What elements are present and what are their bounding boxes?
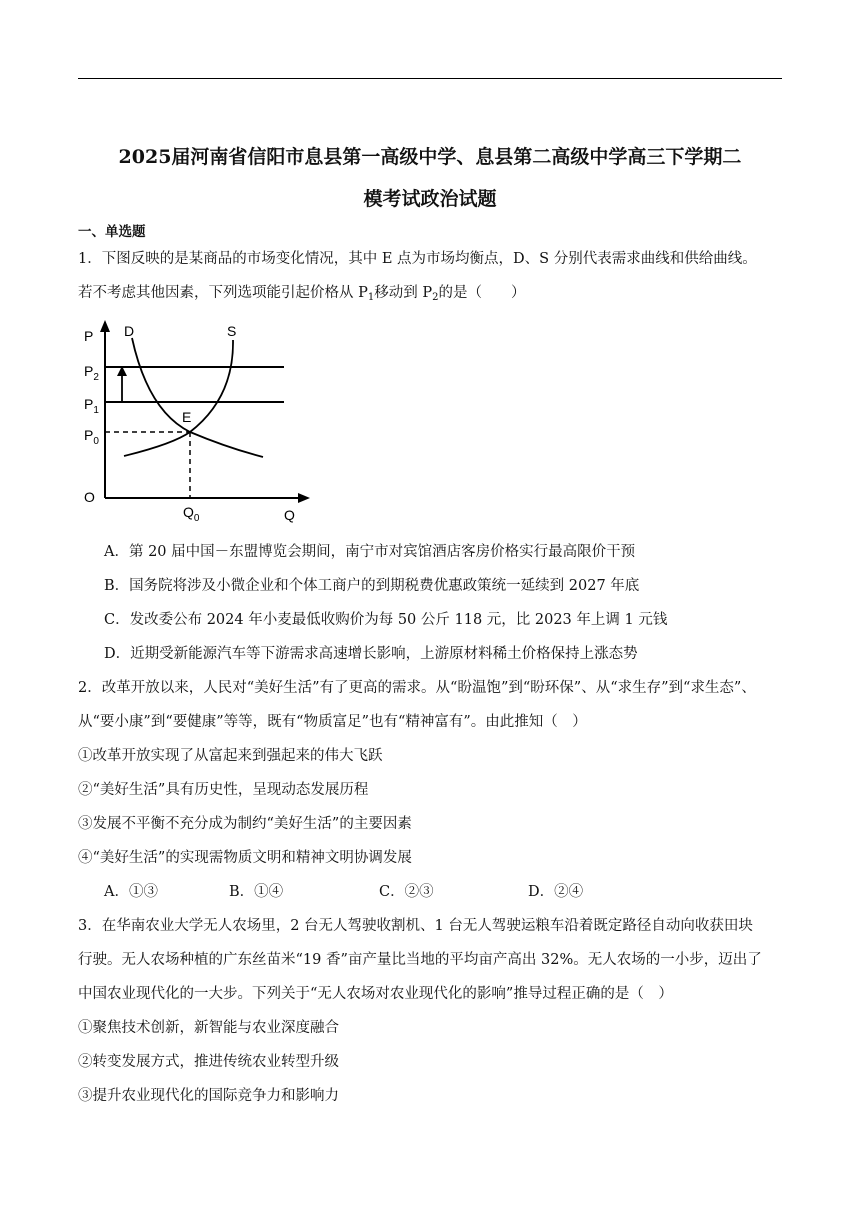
curve-label-s: S	[227, 323, 237, 339]
q2-choice-a: A．①③	[104, 884, 158, 900]
tick-label-q0: $Q_0$	[183, 504, 200, 524]
q3-item-1: ①聚焦技术创新，新智能与农业深度融合	[78, 1020, 339, 1036]
page-title-line-2: 模考试政治试题	[363, 188, 497, 210]
q3-item-2: ②转变发展方式，推进传统农业转型升级	[78, 1054, 339, 1070]
q1-option-c: C．发改委公布 2024 年小麦最低收购价为每 50 公斤 118 元，比 2023 年上调 1 元钱	[104, 612, 668, 628]
q3-stem-line-2: 行驶。无人农场种植的广东丝苗米“19 香”亩产量比当地的平均亩产高出 32%。无人农场的一小步，迈出了	[78, 952, 762, 968]
q2-item-2: ②“美好生活”具有历史性，呈现动态发展历程	[78, 782, 369, 798]
tick-label-p1: $P_1$	[84, 396, 99, 416]
y-axis-arrow	[100, 320, 110, 332]
axis-label-q: Q	[284, 507, 295, 523]
supply-curve	[124, 340, 233, 456]
q1-option-b: B．国务院将涉及小微企业和个体工商户的到期税费优惠政策统一延续到 2027 年底	[104, 578, 640, 594]
tick-label-p2: $P_2$	[84, 363, 99, 383]
point-label-e: E	[182, 409, 192, 425]
curve-label-d: D	[124, 323, 135, 339]
q1-stem-line-1: 1．下图反映的是某商品的市场变化情况，其中 E 点为市场均衡点，D、S 分别代表需求曲线和供给曲线。	[78, 251, 757, 267]
q3-stem-line-3: 中国农业现代化的一大步。下列关于“无人农场对农业现代化的影响”推导过程正确的是（ ）	[78, 986, 673, 1002]
axis-label-p: P	[84, 328, 94, 344]
q2-choice-d: D．②④	[528, 884, 584, 900]
q2-item-3: ③发展不平衡不充分成为制约“美好生活”的主要因素	[78, 816, 412, 832]
x-axis-arrow	[298, 493, 310, 503]
origin-label-o: O	[84, 489, 95, 505]
q1-option-d: D．近期受新能源汽车等下游需求高速增长影响，上游原材料稀土价格保持上涨态势	[104, 646, 638, 662]
tick-label-p0: $P_0$	[84, 427, 99, 447]
q2-stem-line-2: 从“要小康”到“要健康”等等，既有“物质富足”也有“精神富有”。由此推知（ ）	[78, 714, 587, 730]
q3-item-3: ③提升农业现代化的国际竞争力和影响力	[78, 1088, 339, 1104]
q1-option-a: A．第 20 届中国－东盟博览会期间，南宁市对宾馆酒店客房价格实行最高限价干预	[104, 544, 636, 560]
section-heading: 一、单选题	[78, 224, 146, 240]
q2-stem-line-1: 2．改革开放以来，人民对“美好生活”有了更高的需求。从“盼温饱”到“盼环保”、从“求生存”到“求生态”、	[78, 680, 756, 696]
demand-curve	[132, 338, 263, 457]
supply-demand-graph	[78, 316, 328, 526]
q2-item-4: ④“美好生活”的实现需物质文明和精神文明协调发展	[78, 850, 412, 866]
header-rule	[78, 78, 782, 79]
q3-stem-line-1: 3．在华南农业大学无人农场里，2 台无人驾驶收割机、1 台无人驾驶运粮车沿着既定路径自动向收获田块	[78, 918, 753, 934]
q2-item-1: ①改革开放实现了从富起来到强起来的伟大飞跃	[78, 748, 383, 764]
q2-choice-b: B．①④	[229, 884, 284, 900]
q2-choice-c: C．②③	[379, 884, 434, 900]
page-title-line-1: 2025届河南省信阳市息县第一高级中学、息县第二高级中学高三下学期二	[118, 146, 742, 168]
q1-stem-line-2: 若不考虑其他因素，下列选项能引起价格从 $P_1$移动到 $P_2$的是（ ）	[78, 285, 526, 303]
